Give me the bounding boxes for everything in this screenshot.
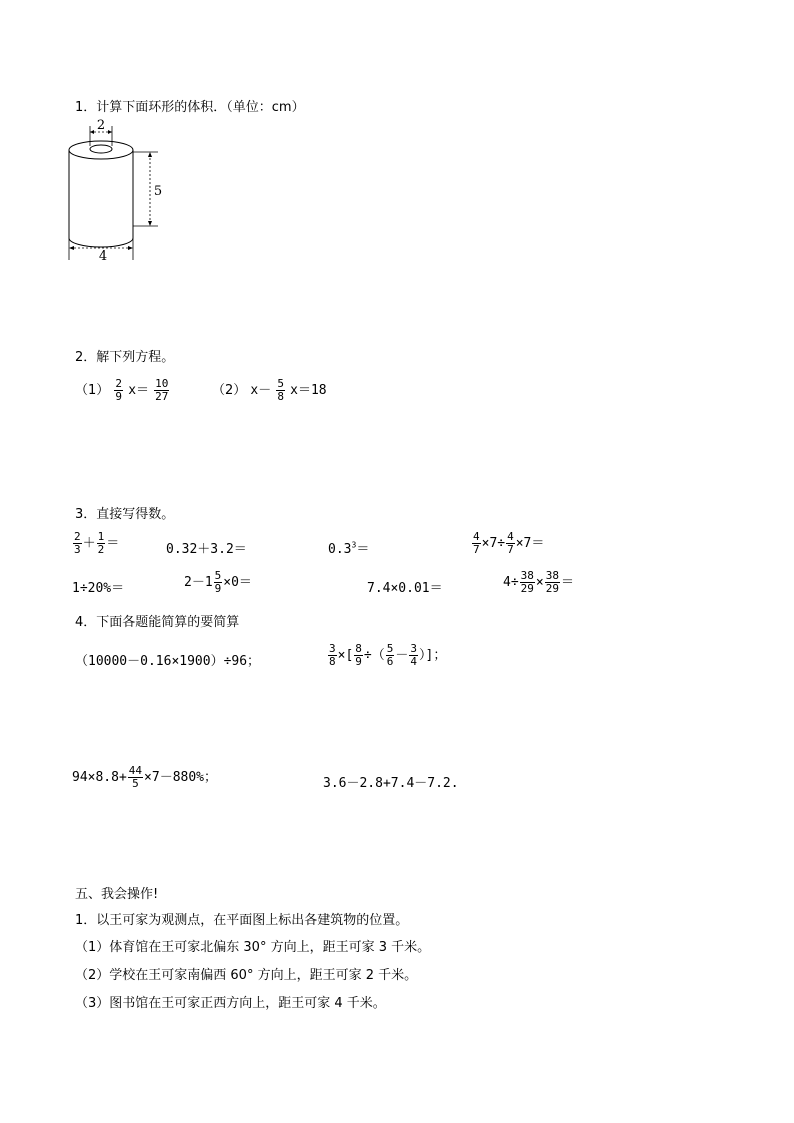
annular-cylinder-figure [62, 118, 172, 264]
section5-title: 五、我会操作! [75, 887, 159, 902]
section5-q1: 1．以王可家为观测点，在平面图上标出各建筑物的位置。 [75, 913, 409, 928]
q4-title: 4．下面各题能简算的要简算 [75, 615, 240, 630]
fraction: $\frac{10}{27}$ [155, 377, 169, 403]
q2-title: 2．解下列方程。 [75, 350, 175, 365]
q3-r1-b: 0.32＋3.2＝ [166, 542, 247, 557]
section5-item: （1）体育馆在王可家北偏东 30° 方向上，距王可家 3 千米。 [75, 940, 431, 955]
q3-r2-d: 4÷ $\frac{38}{29}$ × $\frac{38}{29}$ ＝ [503, 569, 574, 595]
q3-r2-a: 1÷20%＝ [72, 581, 125, 596]
fraction: $\frac{2}{9}$ [115, 377, 123, 403]
eq2-label: （2） [212, 383, 247, 398]
q3-title: 3．直接写得数。 [75, 507, 175, 522]
fraction: $\frac{5}{8}$ [277, 377, 285, 403]
dim-outer-label: 4 [98, 249, 108, 264]
q3-r2-b: 2－1 $\frac{5}{9}$ ×0＝ [184, 569, 252, 595]
section5-item: （2）学校在王可家南偏西 60° 方向上，距王可家 2 千米。 [75, 968, 418, 983]
q4-expr-3: 94×8.8+ $\frac{44}{5}$ ×7－880%； [72, 764, 218, 790]
section5-item: （3）图书馆在王可家正西方向上，距王可家 4 千米。 [75, 996, 386, 1011]
q2-equation-1 [75, 378, 170, 403]
q4-expr-4: 3.6－2.8+7.4－7.2. [323, 776, 459, 791]
q3-r1-c: $0.3^3=$ [328, 540, 370, 557]
q4-expr-2: $\frac{3}{8}$ ×[ $\frac{8}{9}$ ÷（ $\frac{5}{6}$ － $\frac{3}{4}$ ）]； [329, 642, 447, 668]
q3-r1-a: $\frac{2}{3}$ ＋ $\frac{1}{2}$ ＝ [74, 530, 120, 556]
eq1-mid: x＝ [128, 383, 150, 398]
dim-inner-label: 2 [96, 118, 106, 133]
dim-height-label: 5 [153, 184, 163, 199]
q1-title: 1．计算下面环形的体积．（单位：cm） [75, 100, 305, 115]
eq2-pre: x－ [250, 383, 272, 398]
q3-r1-d: $\frac{4}{7}$ ×7÷ $\frac{4}{7}$ ×7＝ [473, 530, 545, 556]
q2-equation-2 [212, 378, 327, 403]
eq1-label: （1） [75, 383, 110, 398]
eq2-post: x＝18 [290, 383, 327, 398]
q3-r2-c: 7.4×0.01＝ [367, 581, 443, 596]
q4-expr-1: （10000－0.16×1900）÷96； [75, 654, 261, 669]
